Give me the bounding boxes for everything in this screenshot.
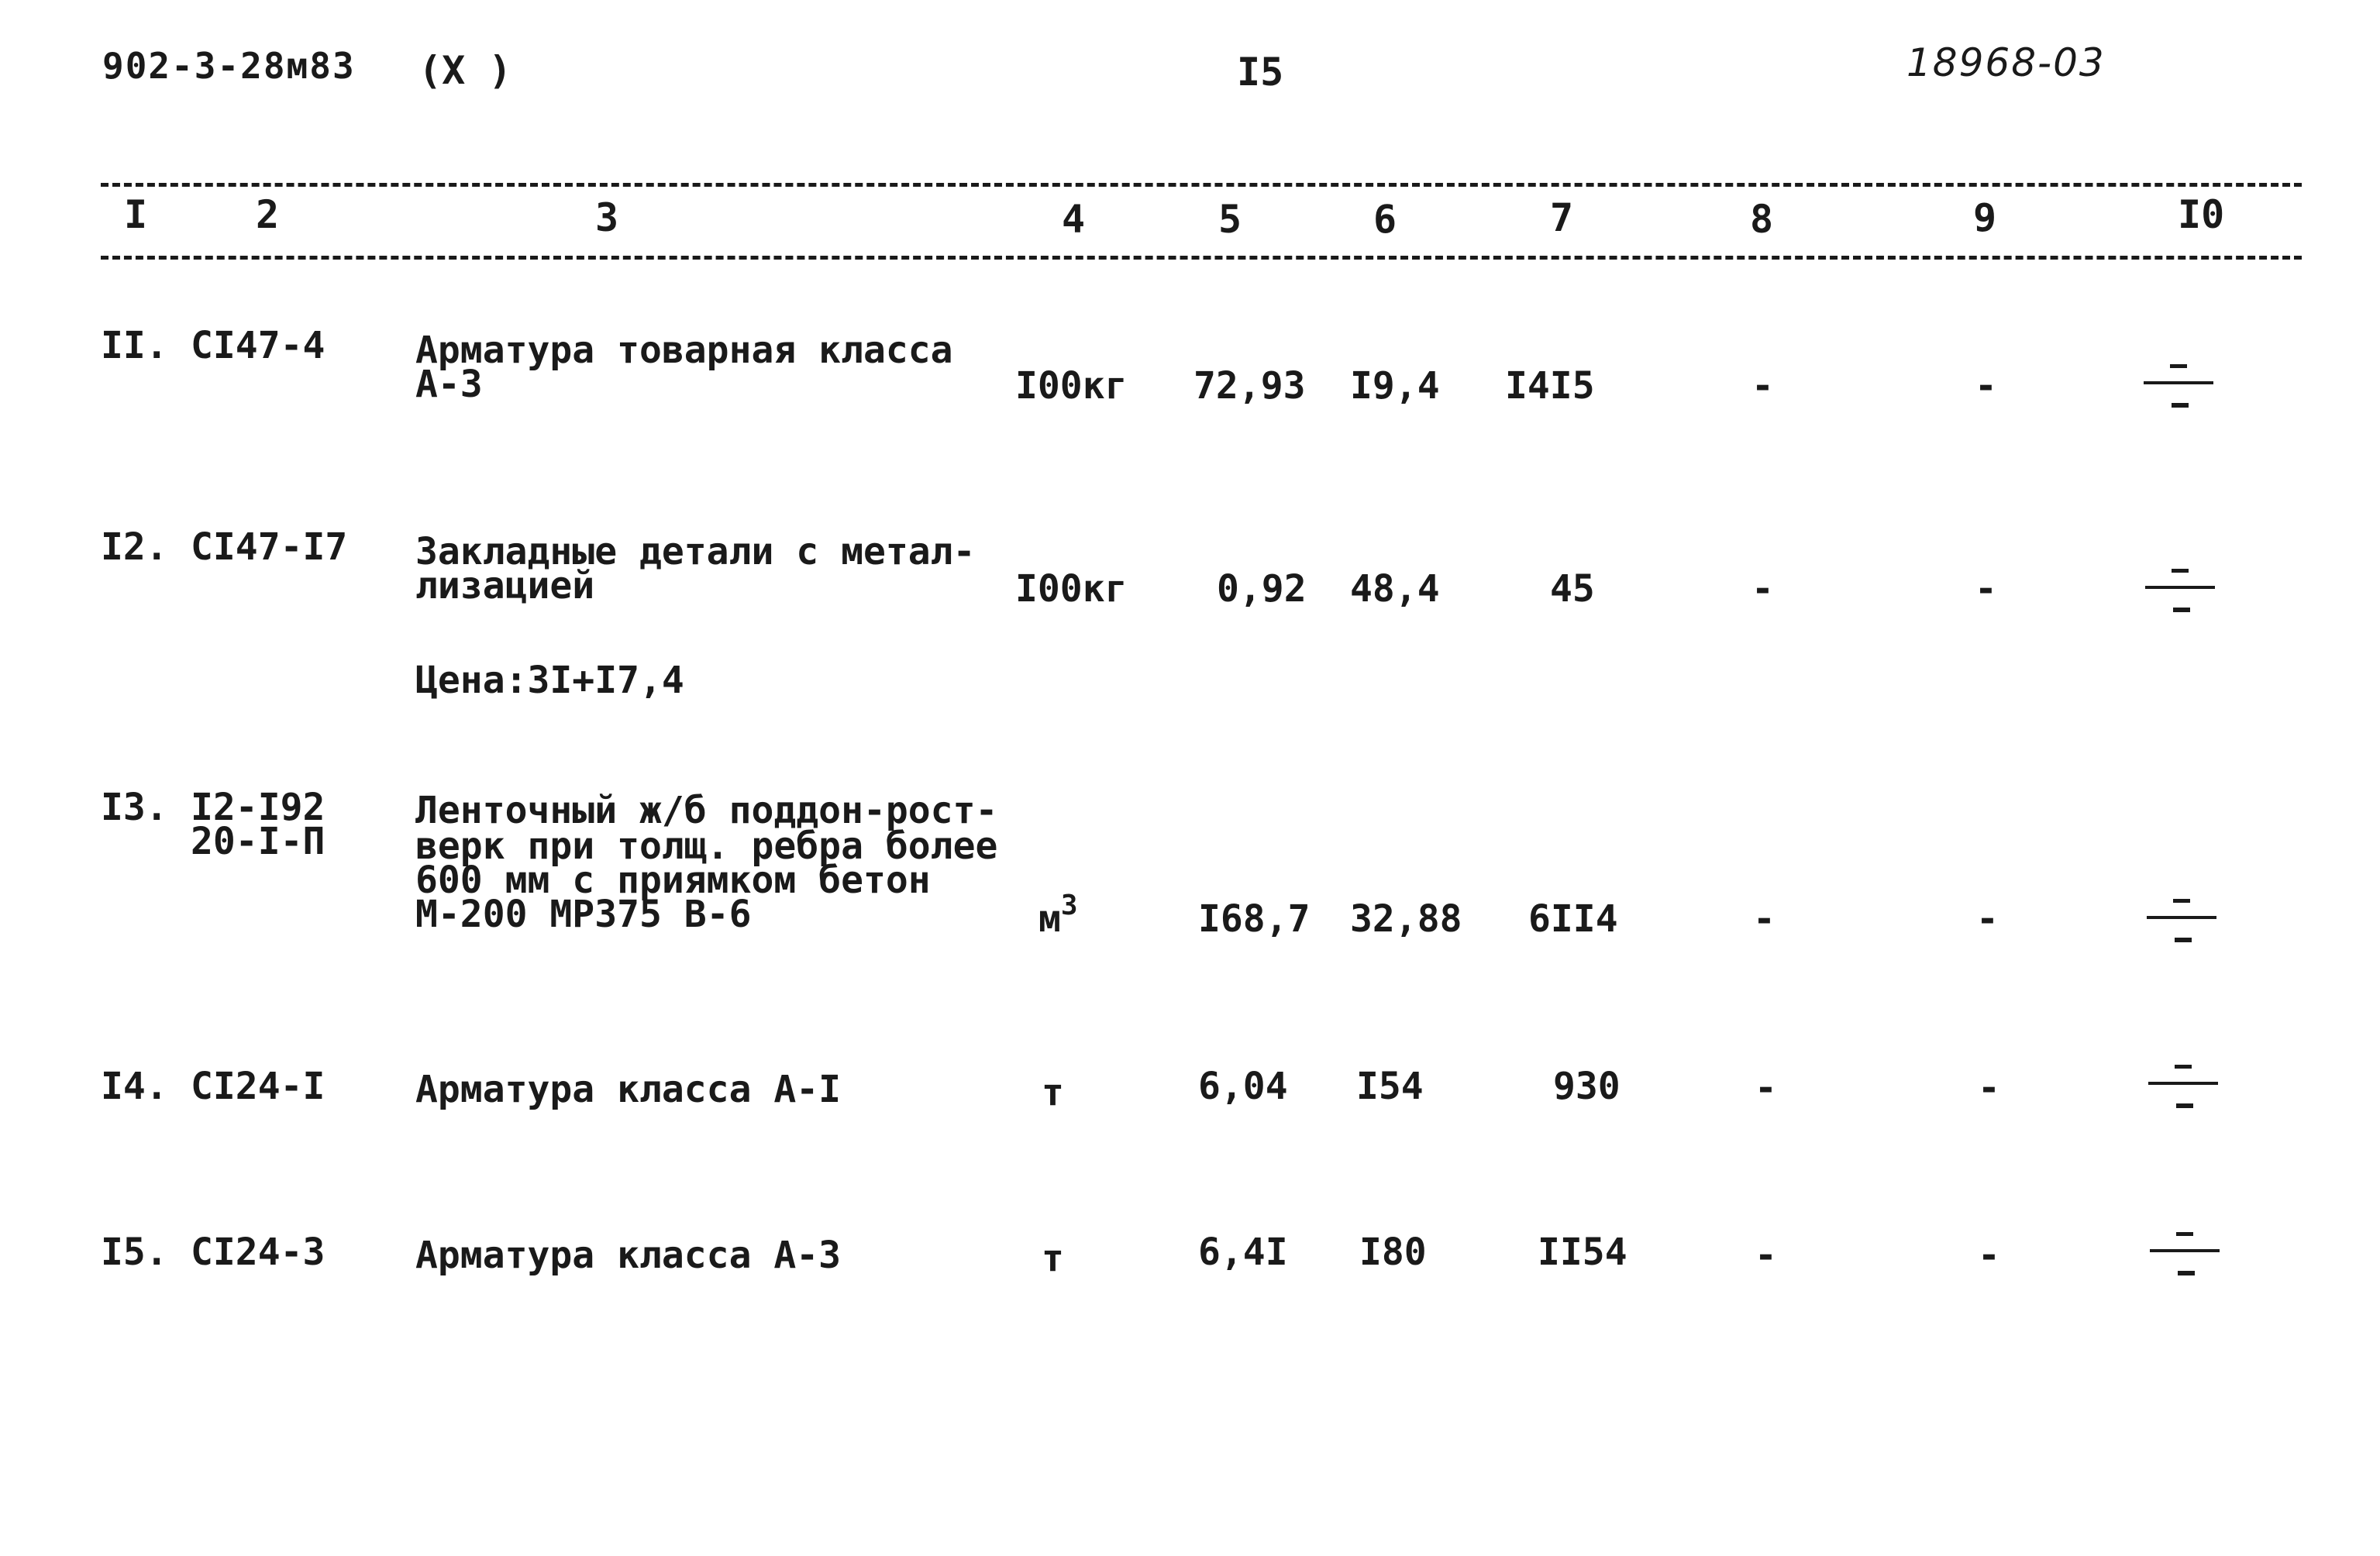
unit-price: I9,4	[1350, 364, 1440, 408]
column-number-1: I	[124, 192, 148, 237]
document-mark: (X )	[418, 48, 512, 93]
unit-superscript: 3	[1060, 890, 1078, 921]
column-number-5: 5	[1218, 197, 1242, 242]
quantity: 6,4I	[1198, 1231, 1288, 1274]
archive-number: 18968-03	[1906, 40, 2106, 85]
column-number-3: 3	[595, 195, 619, 240]
unit-price: I54	[1356, 1065, 1424, 1108]
unit: I00кг	[1015, 567, 1128, 611]
rate-code: CI24-I	[191, 1065, 325, 1108]
quantity: 6,04	[1198, 1065, 1288, 1108]
total-cost: 930	[1553, 1065, 1621, 1108]
unit: т	[1042, 1237, 1064, 1280]
item-description-line: верк при толщ. ребра более	[415, 824, 998, 868]
unit: $м^3$	[1038, 890, 1078, 941]
fraction-dash-mark	[2147, 899, 2216, 953]
row-number: II.	[101, 324, 168, 367]
item-description-line: 600 мм с приямком бетон	[415, 859, 931, 902]
column-8-value: -	[1755, 1234, 1777, 1277]
item-description-line: М-200 МР375 В-6	[415, 893, 752, 936]
column-number-2: 2	[256, 192, 280, 237]
quantity: I68,7	[1198, 897, 1311, 941]
rate-code: I2-I92	[191, 786, 325, 829]
total-cost: II54	[1538, 1231, 1627, 1274]
column-number-4: 4	[1062, 197, 1086, 242]
total-cost: 6II4	[1528, 897, 1618, 941]
fraction-dash-mark	[2145, 569, 2215, 623]
unit: т	[1042, 1071, 1064, 1114]
total-cost: I4I5	[1505, 364, 1595, 408]
row-number: I2.	[101, 525, 168, 569]
column-number-8: 8	[1750, 197, 1774, 242]
fraction-dash-mark	[2150, 1232, 2220, 1286]
document-code: 902-3-28м83	[102, 45, 356, 87]
column-9-value: -	[1976, 897, 1999, 941]
item-description-line: Закладные детали с метал-	[415, 530, 976, 573]
unit-price: I80	[1359, 1231, 1427, 1274]
column-9-value: -	[1975, 364, 1997, 408]
item-description-line: А-3	[415, 363, 483, 406]
column-number-10: I0	[2178, 192, 2225, 237]
item-description-line: Арматура класса А-3	[415, 1234, 842, 1277]
quantity: 72,93	[1193, 364, 1306, 408]
unit-price: 48,4	[1350, 567, 1440, 611]
item-description-line: Арматура класса А-I	[415, 1068, 842, 1111]
item-description-line: Арматура товарная класса	[415, 329, 953, 372]
column-8-value: -	[1753, 897, 1776, 941]
column-number-6: 6	[1373, 197, 1397, 242]
row-number: I5.	[101, 1231, 168, 1274]
item-description-line: Ленточный ж/б поддон-рост-	[415, 789, 998, 832]
total-cost: 45	[1550, 567, 1595, 611]
rate-code: CI47-I7	[191, 525, 348, 569]
column-8-value: -	[1755, 1066, 1777, 1110]
row-number: I3.	[101, 786, 168, 829]
rate-code: CI47-4	[191, 324, 325, 367]
column-number-7: 7	[1550, 195, 1574, 240]
header-rule-top	[101, 183, 2302, 187]
row-number: I4.	[101, 1065, 168, 1108]
column-8-value: -	[1751, 567, 1774, 611]
fraction-dash-mark	[2144, 364, 2213, 418]
column-9-value: -	[1978, 1066, 2000, 1110]
quantity: 0,92	[1217, 567, 1307, 611]
column-number-9: 9	[1973, 195, 1997, 240]
item-description-line: лизацией	[415, 564, 595, 608]
price-note: Цена:3I+I7,4	[415, 659, 684, 702]
unit-price: 32,88	[1350, 897, 1462, 941]
fraction-dash-mark	[2148, 1065, 2218, 1119]
page-number: I5	[1237, 50, 1284, 95]
header-rule-bottom	[101, 256, 2302, 260]
column-9-value: -	[1978, 1234, 2000, 1277]
rate-code: CI24-3	[191, 1231, 325, 1274]
unit: I00кг	[1015, 364, 1128, 408]
column-8-value: -	[1751, 364, 1774, 408]
column-9-value: -	[1975, 567, 1997, 611]
rate-code: 20-I-П	[191, 820, 325, 863]
